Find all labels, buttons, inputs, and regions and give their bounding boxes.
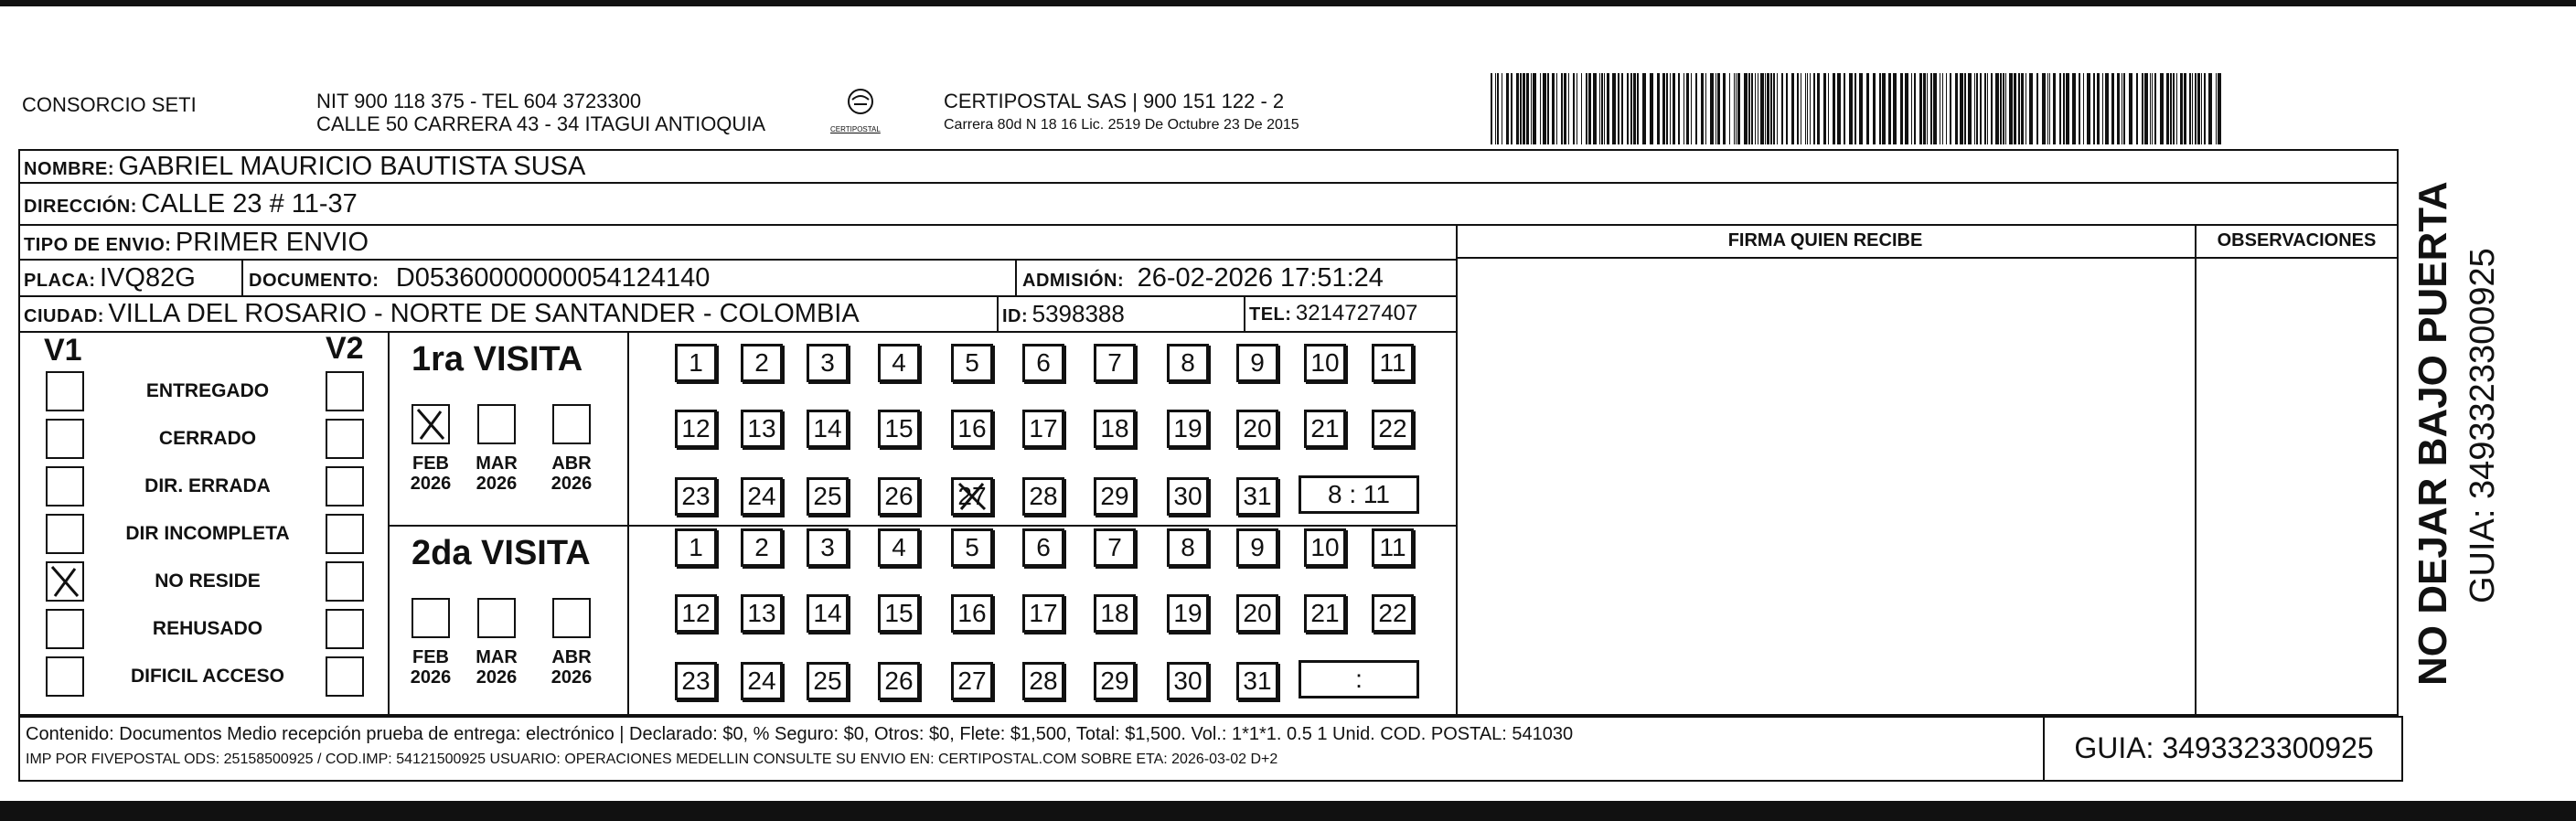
- visit1-day-28[interactable]: 28: [1022, 477, 1064, 516]
- visit2-day-17[interactable]: 17: [1022, 594, 1064, 633]
- visit2-day-5[interactable]: 5: [951, 528, 993, 567]
- visit2-day-7[interactable]: 7: [1094, 528, 1136, 567]
- visit2-month-label: MAR 2026: [476, 647, 518, 688]
- visit2-month-label: FEB 2026: [410, 647, 452, 688]
- id-row: [1002, 298, 1125, 334]
- v1-checkbox-no-reside[interactable]: [46, 561, 84, 602]
- status-option-label: DIR INCOMPLETA: [125, 523, 290, 544]
- visit1-day-3[interactable]: 3: [807, 344, 849, 382]
- visit2-day-12[interactable]: 12: [675, 594, 717, 633]
- visit1-day-7[interactable]: 7: [1094, 344, 1136, 382]
- visit2-day-11[interactable]: 11: [1372, 528, 1414, 567]
- visit1-day-2[interactable]: 2: [741, 344, 783, 382]
- observaciones-header: OBSERVACIONES: [2217, 230, 2377, 251]
- footer-line2: IMP POR FIVEPOSTAL ODS: 25158500925 / COD.IMP: 54121500925 USUARIO: OPERACIONES MEDELLIN CONSULTE SU ENVIO EN: CERTIPOSTAL.COM SOBRE ETA: 2026-03-02 D+2: [26, 752, 1278, 767]
- v2-checkbox-dir-incompleta[interactable]: [326, 514, 364, 554]
- visit1-day-27[interactable]: 27: [951, 477, 993, 516]
- visit1-month-box-feb[interactable]: [412, 404, 450, 444]
- status-option-label: DIFICIL ACCESO: [130, 666, 284, 687]
- admision-value: 26-02-2026 17:51:24: [1137, 263, 1384, 293]
- v2-checkbox-no-reside[interactable]: [326, 561, 364, 602]
- visit1-day-22[interactable]: 22: [1372, 410, 1414, 448]
- v2-header: V2: [326, 331, 364, 366]
- visit2-month-label: ABR 2026: [550, 647, 593, 688]
- v2-checkbox-entregado[interactable]: [326, 371, 364, 411]
- barcode: [1491, 73, 2222, 144]
- placa-value: IVQ82G: [100, 263, 196, 293]
- admision-row: [1022, 262, 1384, 298]
- v1-checkbox-dificil-acceso[interactable]: [46, 656, 84, 697]
- visit1-day-13[interactable]: 13: [741, 410, 783, 448]
- tel-row: [1249, 298, 1417, 332]
- v1-checkbox-dir-errada[interactable]: [46, 466, 84, 506]
- visit1-day-29[interactable]: 29: [1094, 477, 1136, 516]
- no-dejar-warning: NO DEJAR BAJO PUERTA: [2410, 181, 2455, 686]
- status-option-label: REHUSADO: [152, 618, 263, 639]
- visit1-day-12[interactable]: 12: [675, 410, 717, 448]
- visit1-day-10[interactable]: 10: [1304, 344, 1346, 382]
- status-option-label: ENTREGADO: [145, 380, 270, 401]
- ciudad-label: CIUDAD:: [24, 306, 104, 326]
- visit1-day-21[interactable]: 21: [1304, 410, 1346, 448]
- id-label: ID:: [1002, 306, 1029, 326]
- placa-label: PLACA:: [24, 271, 96, 291]
- v1-checkbox-rehusado[interactable]: [46, 609, 84, 649]
- visit1-day-4[interactable]: 4: [878, 344, 920, 382]
- nombre-row: [24, 151, 585, 187]
- visit1-title: 1ra VISITA: [412, 340, 583, 379]
- documento-value: D05360000000054124140: [395, 263, 711, 293]
- ciudad-row: [24, 298, 860, 334]
- visit2-day-8[interactable]: 8: [1167, 528, 1209, 567]
- visit1-day-14[interactable]: 14: [807, 410, 849, 448]
- visit2-month-box-abr[interactable]: [552, 598, 591, 638]
- visit2-month-box-feb[interactable]: [412, 598, 450, 638]
- visit1-day-30[interactable]: 30: [1167, 477, 1209, 516]
- v1-checkbox-entregado[interactable]: [46, 371, 84, 411]
- visit2-day-26[interactable]: 26: [878, 662, 920, 700]
- visit1-day-9[interactable]: 9: [1236, 344, 1278, 382]
- visit1-month-label: MAR 2026: [476, 453, 518, 494]
- v2-checkbox-cerrado[interactable]: [326, 419, 364, 459]
- visit1-month-box-abr[interactable]: [552, 404, 591, 444]
- direccion-row: [24, 188, 358, 224]
- visit2-day-14[interactable]: 14: [807, 594, 849, 633]
- tipo-row: [24, 227, 369, 262]
- visit2-month-box-mar[interactable]: [477, 598, 516, 638]
- visit2-day-6[interactable]: 6: [1022, 528, 1064, 567]
- visit1-day-6[interactable]: 6: [1022, 344, 1064, 382]
- visit1-day-8[interactable]: 8: [1167, 344, 1209, 382]
- certipostal-logo-icon: [839, 85, 882, 127]
- visit2-title: 2da VISITA: [412, 534, 591, 572]
- visit2-day-30[interactable]: 30: [1167, 662, 1209, 700]
- visit2-day-1[interactable]: 1: [675, 528, 717, 567]
- id-value: 5398388: [1031, 300, 1125, 327]
- visit2-day-28[interactable]: 28: [1022, 662, 1064, 700]
- visit2-day-22[interactable]: 22: [1372, 594, 1414, 633]
- visit1-day-20[interactable]: 20: [1236, 410, 1278, 448]
- top-border: [0, 0, 2576, 6]
- v2-checkbox-dificil-acceso[interactable]: [326, 656, 364, 697]
- visit1-day-25[interactable]: 25: [807, 477, 849, 516]
- visit2-day-21[interactable]: 21: [1304, 594, 1346, 633]
- visit1-time: 8 : 11: [1299, 475, 1419, 514]
- visit2-day-16[interactable]: 16: [951, 594, 993, 633]
- visit1-day-5[interactable]: 5: [951, 344, 993, 382]
- documento-row: [249, 262, 710, 298]
- admision-label: ADMISIÓN:: [1022, 271, 1125, 291]
- visit2-day-13[interactable]: 13: [741, 594, 783, 633]
- visit1-day-31[interactable]: 31: [1236, 477, 1278, 516]
- visit1-day-17[interactable]: 17: [1022, 410, 1064, 448]
- visit2-day-3[interactable]: 3: [807, 528, 849, 567]
- certipostal-line: CERTIPOSTAL SAS | 900 151 122 - 2: [944, 90, 1285, 112]
- status-option-label: CERRADO: [158, 428, 257, 449]
- visit2-day-15[interactable]: 15: [878, 594, 920, 633]
- visit1-month-label: ABR 2026: [550, 453, 593, 494]
- visit1-day-16[interactable]: 16: [951, 410, 993, 448]
- ciudad-value: VILLA DEL ROSARIO - NORTE DE SANTANDER - COLOMBIA: [108, 299, 860, 328]
- documento-label: DOCUMENTO:: [249, 271, 379, 291]
- visit1-month-box-mar[interactable]: [477, 404, 516, 444]
- company-name: CONSORCIO SETI: [22, 93, 197, 116]
- visit2-day-4[interactable]: 4: [878, 528, 920, 567]
- visit2-day-10[interactable]: 10: [1304, 528, 1346, 567]
- visit2-day-2[interactable]: 2: [741, 528, 783, 567]
- tipo-value: PRIMER ENVIO: [175, 228, 369, 257]
- visit1-month-label: FEB 2026: [410, 453, 452, 494]
- visit2-day-23[interactable]: 23: [675, 662, 717, 700]
- footer-guia: GUIA: 3493323300925: [2074, 731, 2374, 764]
- tel-label: TEL:: [1249, 304, 1292, 325]
- visit1-day-26[interactable]: 26: [878, 477, 920, 516]
- visit1-day-23[interactable]: 23: [675, 477, 717, 516]
- visit1-day-11[interactable]: 11: [1372, 344, 1414, 382]
- firma-header: FIRMA QUIEN RECIBE: [1727, 230, 1923, 251]
- visit1-day-15[interactable]: 15: [878, 410, 920, 448]
- visit2-day-18[interactable]: 18: [1094, 594, 1136, 633]
- nombre-value: GABRIEL MAURICIO BAUTISTA SUSA: [118, 152, 586, 181]
- tel-value: 3214727407: [1295, 301, 1418, 325]
- direccion-label: DIRECCIÓN:: [24, 197, 137, 217]
- direccion-value: CALLE 23 # 11-37: [141, 189, 358, 219]
- visit2-day-24[interactable]: 24: [741, 662, 783, 700]
- nombre-label: NOMBRE:: [24, 159, 115, 179]
- footer-line1: Contenido: Documentos Medio recepción prueba de entrega: electrónico | Declarado: $0, % Seguro: $0, Otros: $0, Flete: $1,500, Total: $1,500. Vol.: 1*1*1. 0.5 1 Unid. COD. POSTAL: 541030: [26, 724, 1574, 744]
- side-guia: GUIA: 3493323300925: [2464, 248, 2502, 603]
- visit1-day-24[interactable]: 24: [741, 477, 783, 516]
- visit2-day-31[interactable]: 31: [1236, 662, 1278, 700]
- status-option-label: NO RESIDE: [155, 570, 261, 592]
- placa-row: [24, 262, 196, 298]
- logo-text: CERTIPOSTAL: [830, 125, 881, 133]
- tipo-label: TIPO DE ENVIO:: [24, 235, 172, 255]
- v1-checkbox-cerrado[interactable]: [46, 419, 84, 459]
- nit-line: NIT 900 118 375 - TEL 604 3723300: [316, 90, 642, 112]
- visit2-day-25[interactable]: 25: [807, 662, 849, 700]
- v1-header: V1: [44, 333, 82, 368]
- visit2-day-19[interactable]: 19: [1167, 594, 1209, 633]
- v2-checkbox-dir-errada[interactable]: [326, 466, 364, 506]
- visit1-day-18[interactable]: 18: [1094, 410, 1136, 448]
- visit2-day-20[interactable]: 20: [1236, 594, 1278, 633]
- visit2-day-29[interactable]: 29: [1094, 662, 1136, 700]
- visit2-time: :: [1299, 660, 1419, 698]
- v2-checkbox-rehusado[interactable]: [326, 609, 364, 649]
- v1-checkbox-dir-incompleta[interactable]: [46, 514, 84, 554]
- license-line: Carrera 80d N 18 16 Lic. 2519 De Octubre 23 De 2015: [944, 117, 1299, 133]
- visit2-day-9[interactable]: 9: [1236, 528, 1278, 567]
- status-option-label: DIR. ERRADA: [144, 475, 271, 496]
- visit1-day-1[interactable]: 1: [675, 344, 717, 382]
- bottom-border: [0, 801, 2576, 821]
- address-line: CALLE 50 CARRERA 43 - 34 ITAGUI ANTIOQUIA: [316, 112, 766, 135]
- visit1-day-19[interactable]: 19: [1167, 410, 1209, 448]
- visit2-day-27[interactable]: 27: [951, 662, 993, 700]
